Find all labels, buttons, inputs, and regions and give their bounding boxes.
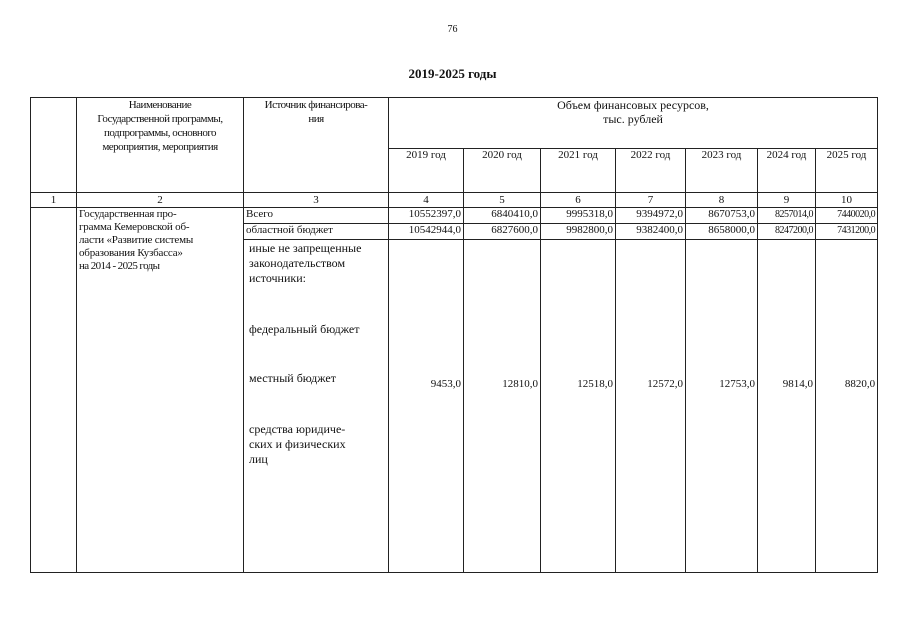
header-source-cell <box>244 98 389 193</box>
year-2020: 2020 год <box>464 149 541 193</box>
column-number-row <box>31 193 878 208</box>
source-local: местный бюджет <box>249 371 336 385</box>
source-regional: областной бюджет <box>244 224 389 240</box>
value-regional-2025: 7431200,0 <box>816 224 878 240</box>
value-total-2023: 8670753,0 <box>686 208 758 224</box>
value-other-2024: 9814,0 <box>782 378 813 390</box>
year-2025: 2025 год <box>816 149 878 193</box>
value-other-2019: 9453,0 <box>430 378 461 390</box>
header-number-cell <box>31 98 77 193</box>
value-other-2022-cell <box>616 240 686 573</box>
header-source-line: ния <box>308 113 324 125</box>
program-name-line: образования Кузбасса» <box>79 247 183 259</box>
year-2022: 2022 год <box>616 149 686 193</box>
value-other-2021-cell <box>541 240 616 573</box>
source-total: Всего <box>244 208 389 224</box>
source-federal: федеральный бюджет <box>249 322 360 336</box>
value-other-2020-cell <box>464 240 541 573</box>
header-volume-cell <box>389 98 878 149</box>
source-legal-line: лиц <box>249 452 268 466</box>
program-name-line: ласти «Развитие системы <box>79 234 194 246</box>
year-2021: 2021 год <box>541 149 616 193</box>
value-total-2021: 9995318,0 <box>541 208 616 224</box>
header-name-line: подпрограммы, основного <box>103 127 217 139</box>
header-volume-line: тыс. рублей <box>603 112 663 126</box>
row-total <box>31 208 878 224</box>
year-2019: 2019 год <box>389 149 464 193</box>
program-number-cell <box>31 208 77 573</box>
value-other-2023: 12753,0 <box>719 378 755 390</box>
col-number: 6 <box>541 193 616 208</box>
value-other-2025: 8820,0 <box>844 378 876 390</box>
value-regional-2023: 8658000,0 <box>686 224 758 240</box>
program-name-line: Государственная про- <box>79 208 177 220</box>
header-name-cell <box>77 98 244 193</box>
header-volume-line: Объем финансовых ресурсов, <box>557 98 709 112</box>
value-regional-2019: 10542944,0 <box>389 224 464 240</box>
section-heading: 2019-2025 годы <box>408 66 497 81</box>
source-legal-line: ских и физических <box>249 437 346 451</box>
value-total-2022: 9394972,0 <box>616 208 686 224</box>
col-number: 3 <box>244 193 389 208</box>
value-other-2022: 12572,0 <box>647 378 683 390</box>
value-regional-2021: 9982800,0 <box>541 224 616 240</box>
year-2023: 2023 год <box>686 149 758 193</box>
header-name-line: Наименование <box>128 99 192 111</box>
financing-table <box>30 97 878 573</box>
value-total-2025: 7440020,0 <box>816 208 878 224</box>
program-name-line: грамма Кемеровской об- <box>79 221 190 233</box>
value-total-2024: 8257014,0 <box>758 208 816 224</box>
program-name-cell <box>77 208 244 573</box>
value-other-2020: 12810,0 <box>502 378 538 390</box>
source-other-line: иные не запрещенные <box>249 241 362 255</box>
value-other-2021: 12518,0 <box>577 378 613 390</box>
col-number: 5 <box>464 193 541 208</box>
col-number: 9 <box>758 193 816 208</box>
value-total-2019: 10552397,0 <box>389 208 464 224</box>
col-number: 4 <box>389 193 464 208</box>
source-legal-line: средства юридиче- <box>249 422 346 436</box>
value-regional-2024: 8247200,0 <box>758 224 816 240</box>
program-name-line: на 2014 - 2025 годы <box>79 260 160 272</box>
value-other-2019-cell <box>389 240 464 573</box>
source-other-cell <box>244 240 389 573</box>
value-other-2024-cell <box>758 240 816 573</box>
source-other-line: источники: <box>249 271 306 285</box>
col-number: 10 <box>816 193 878 208</box>
source-other-line: законодательством <box>249 256 346 270</box>
header-name-line: мероприятия, мероприятия <box>102 141 218 153</box>
header-source-line: Источник финансирова- <box>264 99 368 111</box>
col-number: 1 <box>31 193 77 208</box>
value-regional-2020: 6827600,0 <box>464 224 541 240</box>
year-2024: 2024 год <box>758 149 816 193</box>
value-other-2023-cell <box>686 240 758 573</box>
col-number: 8 <box>686 193 758 208</box>
page-number: 76 <box>447 24 458 35</box>
value-other-2025-cell <box>816 240 878 573</box>
header-row-top <box>31 98 878 149</box>
value-total-2020: 6840410,0 <box>464 208 541 224</box>
col-number: 7 <box>616 193 686 208</box>
header-name-line: Государственной программы, <box>97 113 223 125</box>
col-number: 2 <box>77 193 244 208</box>
value-regional-2022: 9382400,0 <box>616 224 686 240</box>
